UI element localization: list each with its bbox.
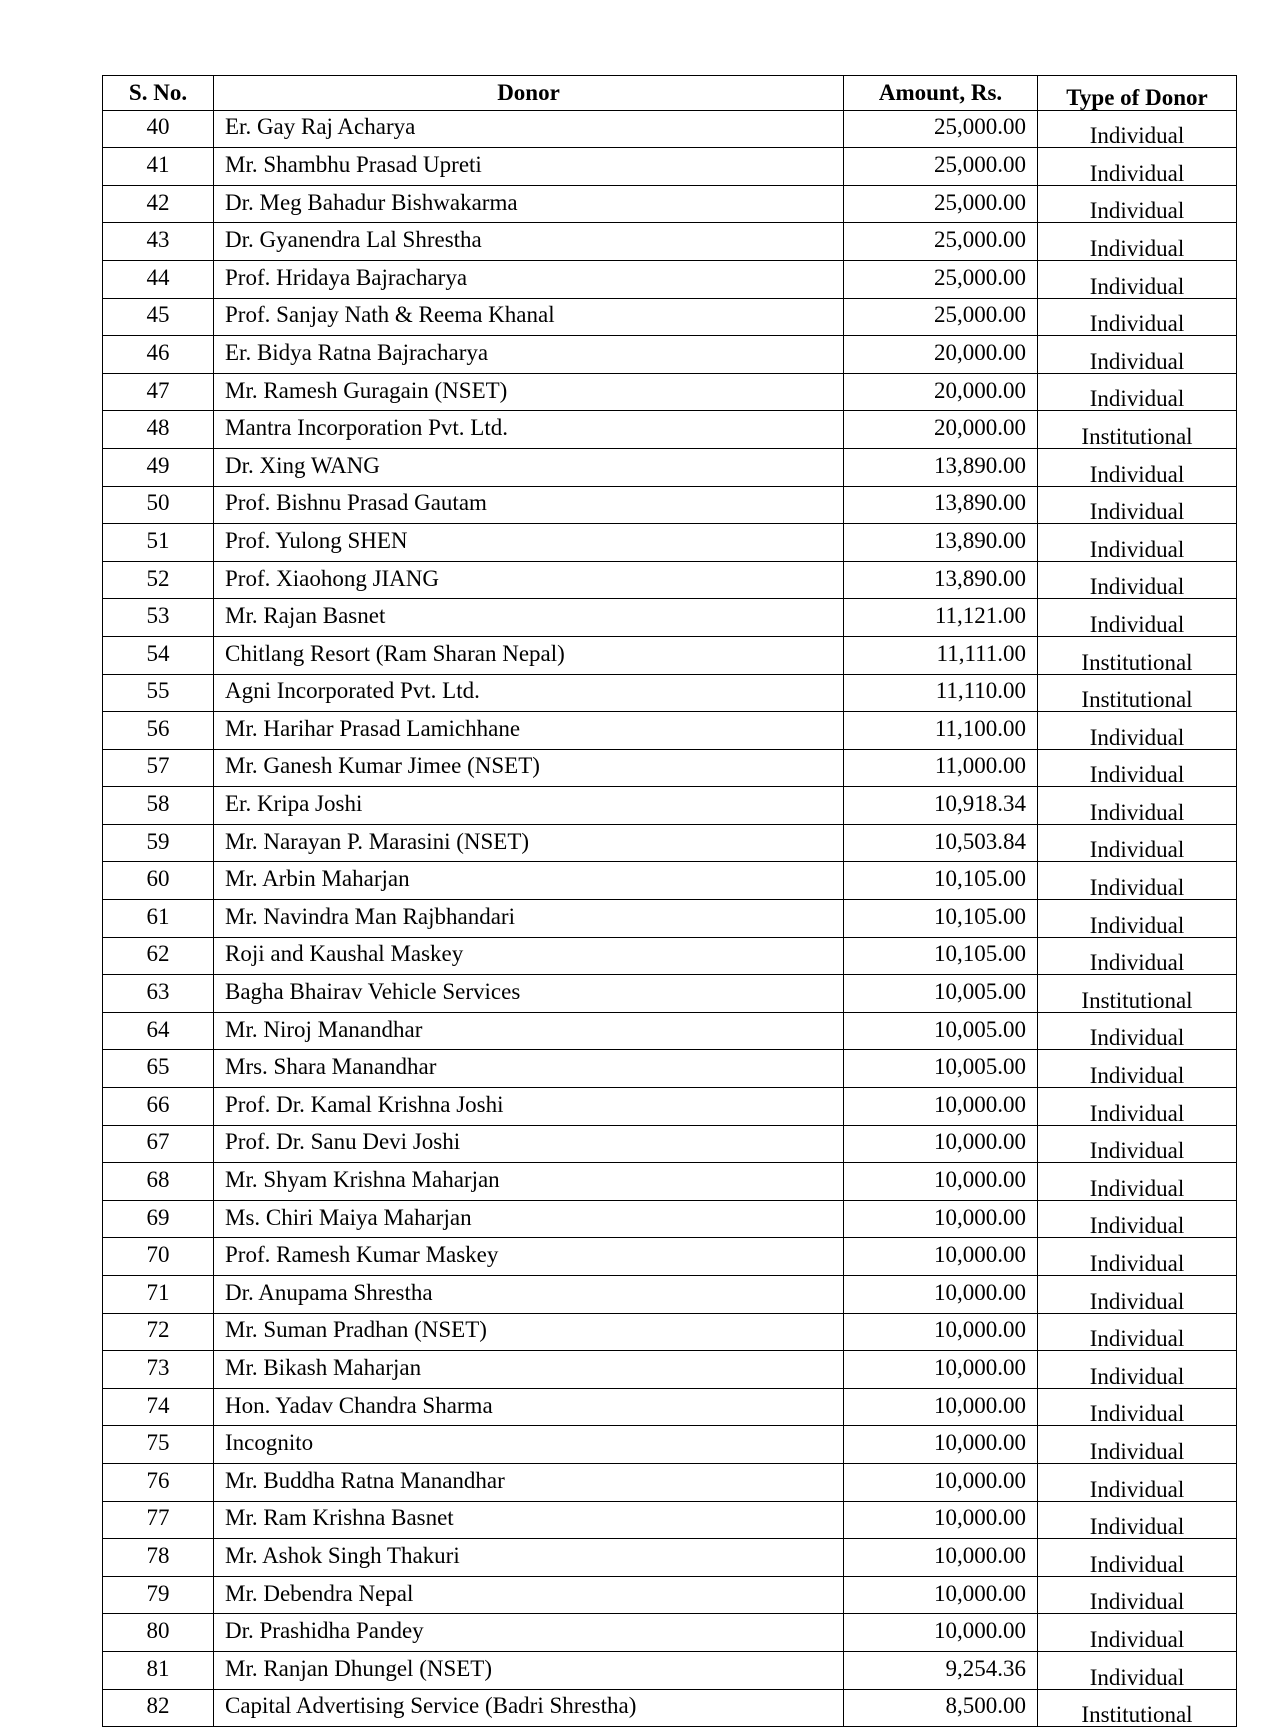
- cell-donor-type: Individual: [1038, 185, 1237, 223]
- table-row: [103, 411, 1237, 449]
- table-row: [103, 1313, 1237, 1351]
- cell-sno: 60: [103, 862, 214, 900]
- cell-donor: Mr. Narayan P. Marasini (NSET): [214, 824, 844, 862]
- table-row: [103, 1200, 1237, 1238]
- cell-donor: Mr. Ramesh Guragain (NSET): [214, 373, 844, 411]
- cell-donor-type: Individual: [1038, 1351, 1237, 1389]
- cell-sno: 58: [103, 787, 214, 825]
- cell-sno: 54: [103, 636, 214, 674]
- cell-amount: 13,890.00: [844, 561, 1038, 599]
- cell-donor-type: Individual: [1038, 1276, 1237, 1314]
- cell-amount: 11,100.00: [844, 712, 1038, 750]
- cell-donor-type: Individual: [1038, 1614, 1237, 1652]
- cell-amount: 8,500.00: [844, 1689, 1038, 1727]
- cell-donor: Chitlang Resort (Ram Sharan Nepal): [214, 636, 844, 674]
- table-row: [103, 298, 1237, 336]
- table-row: [103, 148, 1237, 186]
- cell-amount: 10,000.00: [844, 1426, 1038, 1464]
- header-donor: Donor: [214, 76, 844, 111]
- cell-donor-type: Individual: [1038, 561, 1237, 599]
- cell-amount: 25,000.00: [844, 148, 1038, 186]
- cell-sno: 63: [103, 975, 214, 1013]
- cell-amount: 25,000.00: [844, 260, 1038, 298]
- table-row: [103, 1388, 1237, 1426]
- cell-sno: 56: [103, 712, 214, 750]
- cell-sno: 73: [103, 1351, 214, 1389]
- cell-amount: 10,105.00: [844, 900, 1038, 938]
- cell-donor-type: Individual: [1038, 824, 1237, 862]
- cell-amount: 11,110.00: [844, 674, 1038, 712]
- cell-donor: Incognito: [214, 1426, 844, 1464]
- cell-donor-type: Institutional: [1038, 636, 1237, 674]
- cell-donor: Prof. Yulong SHEN: [214, 524, 844, 562]
- cell-donor-type: Individual: [1038, 1539, 1237, 1577]
- cell-amount: 10,000.00: [844, 1313, 1038, 1351]
- cell-donor: Dr. Prashidha Pandey: [214, 1614, 844, 1652]
- table-row: [103, 1539, 1237, 1577]
- cell-amount: 10,000.00: [844, 1163, 1038, 1201]
- cell-amount: 10,000.00: [844, 1125, 1038, 1163]
- table-header: [103, 76, 1237, 111]
- cell-sno: 78: [103, 1539, 214, 1577]
- cell-donor-type: Individual: [1038, 486, 1237, 524]
- table-row: [103, 448, 1237, 486]
- cell-donor: Er. Bidya Ratna Bajracharya: [214, 336, 844, 374]
- table-row: [103, 975, 1237, 1013]
- table-row: [103, 749, 1237, 787]
- cell-donor-type: Individual: [1038, 1050, 1237, 1088]
- cell-donor-type: Individual: [1038, 787, 1237, 825]
- table-row: [103, 110, 1237, 148]
- cell-sno: 57: [103, 749, 214, 787]
- cell-donor-type: Individual: [1038, 1200, 1237, 1238]
- cell-sno: 40: [103, 110, 214, 148]
- cell-donor: Mr. Suman Pradhan (NSET): [214, 1313, 844, 1351]
- table-row: [103, 373, 1237, 411]
- cell-donor: Er. Kripa Joshi: [214, 787, 844, 825]
- cell-donor-type: Individual: [1038, 448, 1237, 486]
- cell-donor-type: Individual: [1038, 862, 1237, 900]
- table-row: [103, 599, 1237, 637]
- cell-sno: 77: [103, 1501, 214, 1539]
- cell-sno: 64: [103, 1012, 214, 1050]
- cell-donor-type: Individual: [1038, 110, 1237, 148]
- cell-donor-type: Individual: [1038, 336, 1237, 374]
- cell-amount: 25,000.00: [844, 223, 1038, 261]
- cell-sno: 51: [103, 524, 214, 562]
- cell-donor-type: Individual: [1038, 1012, 1237, 1050]
- cell-amount: 10,000.00: [844, 1388, 1038, 1426]
- cell-sno: 72: [103, 1313, 214, 1351]
- cell-donor-type: Individual: [1038, 1088, 1237, 1126]
- table-row: [103, 1125, 1237, 1163]
- cell-amount: 10,000.00: [844, 1501, 1038, 1539]
- cell-donor: Mr. Ranjan Dhungel (NSET): [214, 1651, 844, 1689]
- cell-donor: Bagha Bhairav Vehicle Services: [214, 975, 844, 1013]
- table-row: [103, 1576, 1237, 1614]
- cell-donor-type: Individual: [1038, 1426, 1237, 1464]
- cell-sno: 48: [103, 411, 214, 449]
- cell-sno: 74: [103, 1388, 214, 1426]
- cell-donor: Prof. Dr. Kamal Krishna Joshi: [214, 1088, 844, 1126]
- cell-donor: Mr. Ram Krishna Basnet: [214, 1501, 844, 1539]
- cell-donor: Mr. Navindra Man Rajbhandari: [214, 900, 844, 938]
- cell-amount: 10,000.00: [844, 1576, 1038, 1614]
- cell-donor-type: Individual: [1038, 749, 1237, 787]
- table-row: [103, 486, 1237, 524]
- cell-donor-type: Individual: [1038, 1463, 1237, 1501]
- table-row: [103, 1463, 1237, 1501]
- cell-donor-type: Individual: [1038, 1501, 1237, 1539]
- cell-amount: 10,105.00: [844, 937, 1038, 975]
- cell-amount: 20,000.00: [844, 336, 1038, 374]
- cell-amount: 10,005.00: [844, 975, 1038, 1013]
- cell-amount: 11,000.00: [844, 749, 1038, 787]
- cell-amount: 10,000.00: [844, 1088, 1038, 1126]
- cell-amount: 10,000.00: [844, 1276, 1038, 1314]
- cell-sno: 50: [103, 486, 214, 524]
- cell-donor-type: Individual: [1038, 712, 1237, 750]
- cell-sno: 79: [103, 1576, 214, 1614]
- table-row: [103, 1614, 1237, 1652]
- cell-donor-type: Individual: [1038, 1238, 1237, 1276]
- cell-donor-type: Individual: [1038, 937, 1237, 975]
- cell-donor-type: Individual: [1038, 1388, 1237, 1426]
- table-row: [103, 185, 1237, 223]
- table-row: [103, 1238, 1237, 1276]
- cell-sno: 66: [103, 1088, 214, 1126]
- cell-donor-type: Individual: [1038, 1125, 1237, 1163]
- cell-donor: Mr. Arbin Maharjan: [214, 862, 844, 900]
- header-amount: Amount, Rs.: [844, 76, 1038, 111]
- cell-donor: Roji and Kaushal Maskey: [214, 937, 844, 975]
- cell-donor: Mr. Ashok Singh Thakuri: [214, 1539, 844, 1577]
- header-sno: S. No.: [103, 76, 214, 111]
- cell-sno: 68: [103, 1163, 214, 1201]
- cell-donor-type: Individual: [1038, 599, 1237, 637]
- cell-sno: 70: [103, 1238, 214, 1276]
- cell-amount: 11,121.00: [844, 599, 1038, 637]
- cell-donor: Prof. Xiaohong JIANG: [214, 561, 844, 599]
- cell-sno: 53: [103, 599, 214, 637]
- cell-donor: Mr. Debendra Nepal: [214, 1576, 844, 1614]
- table-row: [103, 1426, 1237, 1464]
- cell-amount: 10,000.00: [844, 1539, 1038, 1577]
- table-row: [103, 1689, 1237, 1727]
- cell-donor-type: Institutional: [1038, 411, 1237, 449]
- cell-amount: 9,254.36: [844, 1651, 1038, 1689]
- cell-amount: 13,890.00: [844, 524, 1038, 562]
- table-row: [103, 561, 1237, 599]
- cell-donor-type: Institutional: [1038, 975, 1237, 1013]
- cell-sno: 69: [103, 1200, 214, 1238]
- cell-donor: Prof. Dr. Sanu Devi Joshi: [214, 1125, 844, 1163]
- cell-sno: 71: [103, 1276, 214, 1314]
- cell-sno: 42: [103, 185, 214, 223]
- cell-amount: 10,918.34: [844, 787, 1038, 825]
- cell-sno: 45: [103, 298, 214, 336]
- cell-donor-type: Individual: [1038, 1163, 1237, 1201]
- cell-sno: 75: [103, 1426, 214, 1464]
- cell-amount: 10,000.00: [844, 1463, 1038, 1501]
- cell-amount: 10,000.00: [844, 1614, 1038, 1652]
- table-row: [103, 787, 1237, 825]
- cell-sno: 46: [103, 336, 214, 374]
- table-row: [103, 636, 1237, 674]
- cell-donor: Mr. Rajan Basnet: [214, 599, 844, 637]
- cell-donor-type: Institutional: [1038, 1689, 1237, 1727]
- cell-donor: Mr. Shambhu Prasad Upreti: [214, 148, 844, 186]
- cell-amount: 10,503.84: [844, 824, 1038, 862]
- table-body: [103, 110, 1237, 1727]
- cell-sno: 76: [103, 1463, 214, 1501]
- cell-donor: Mr. Buddha Ratna Manandhar: [214, 1463, 844, 1501]
- donor-table: [102, 75, 1237, 1727]
- cell-sno: 61: [103, 900, 214, 938]
- cell-sno: 49: [103, 448, 214, 486]
- cell-donor: Capital Advertising Service (Badri Shrestha): [214, 1689, 844, 1727]
- cell-sno: 80: [103, 1614, 214, 1652]
- table-row: [103, 937, 1237, 975]
- cell-donor: Mrs. Shara Manandhar: [214, 1050, 844, 1088]
- cell-amount: 20,000.00: [844, 373, 1038, 411]
- table-row: [103, 1276, 1237, 1314]
- table-row: [103, 1050, 1237, 1088]
- cell-amount: 10,000.00: [844, 1200, 1038, 1238]
- cell-donor: Prof. Bishnu Prasad Gautam: [214, 486, 844, 524]
- cell-donor: Mr. Shyam Krishna Maharjan: [214, 1163, 844, 1201]
- cell-donor: Mr. Harihar Prasad Lamichhane: [214, 712, 844, 750]
- table-row: [103, 862, 1237, 900]
- cell-donor: Mr. Bikash Maharjan: [214, 1351, 844, 1389]
- table-row: [103, 1651, 1237, 1689]
- cell-donor: Prof. Ramesh Kumar Maskey: [214, 1238, 844, 1276]
- cell-sno: 52: [103, 561, 214, 599]
- cell-sno: 65: [103, 1050, 214, 1088]
- cell-donor-type: Individual: [1038, 373, 1237, 411]
- table-row: [103, 1501, 1237, 1539]
- cell-amount: 10,105.00: [844, 862, 1038, 900]
- cell-amount: 25,000.00: [844, 110, 1038, 148]
- cell-donor-type: Individual: [1038, 1576, 1237, 1614]
- cell-amount: 10,000.00: [844, 1238, 1038, 1276]
- cell-donor-type: Individual: [1038, 223, 1237, 261]
- cell-amount: 25,000.00: [844, 298, 1038, 336]
- cell-amount: 10,000.00: [844, 1351, 1038, 1389]
- cell-donor: Prof. Sanjay Nath & Reema Khanal: [214, 298, 844, 336]
- table-row: [103, 1012, 1237, 1050]
- cell-donor: Dr. Anupama Shrestha: [214, 1276, 844, 1314]
- cell-donor: Hon. Yadav Chandra Sharma: [214, 1388, 844, 1426]
- cell-amount: 25,000.00: [844, 185, 1038, 223]
- table-row: [103, 524, 1237, 562]
- cell-donor-type: Institutional: [1038, 674, 1237, 712]
- cell-donor-type: Individual: [1038, 524, 1237, 562]
- table-row: [103, 260, 1237, 298]
- cell-donor: Dr. Xing WANG: [214, 448, 844, 486]
- cell-donor-type: Individual: [1038, 298, 1237, 336]
- cell-amount: 10,005.00: [844, 1012, 1038, 1050]
- cell-sno: 82: [103, 1689, 214, 1727]
- cell-donor-type: Individual: [1038, 900, 1237, 938]
- cell-amount: 13,890.00: [844, 486, 1038, 524]
- table-row: [103, 824, 1237, 862]
- cell-donor: Dr. Gyanendra Lal Shrestha: [214, 223, 844, 261]
- cell-sno: 41: [103, 148, 214, 186]
- cell-sno: 59: [103, 824, 214, 862]
- cell-sno: 55: [103, 674, 214, 712]
- table-row: [103, 223, 1237, 261]
- cell-sno: 67: [103, 1125, 214, 1163]
- header-row: [103, 76, 1237, 111]
- table-row: [103, 900, 1237, 938]
- cell-donor: Ms. Chiri Maiya Maharjan: [214, 1200, 844, 1238]
- cell-donor-type: Individual: [1038, 260, 1237, 298]
- cell-sno: 43: [103, 223, 214, 261]
- cell-donor: Dr. Meg Bahadur Bishwakarma: [214, 185, 844, 223]
- cell-donor: Prof. Hridaya Bajracharya: [214, 260, 844, 298]
- cell-donor: Er. Gay Raj Acharya: [214, 110, 844, 148]
- cell-amount: 13,890.00: [844, 448, 1038, 486]
- table-row: [103, 674, 1237, 712]
- cell-sno: 81: [103, 1651, 214, 1689]
- table-row: [103, 1351, 1237, 1389]
- cell-donor: Mr. Niroj Manandhar: [214, 1012, 844, 1050]
- table-row: [103, 1088, 1237, 1126]
- cell-donor: Agni Incorporated Pvt. Ltd.: [214, 674, 844, 712]
- cell-donor-type: Individual: [1038, 1651, 1237, 1689]
- table-row: [103, 336, 1237, 374]
- table-row: [103, 712, 1237, 750]
- cell-sno: 62: [103, 937, 214, 975]
- cell-donor: Mantra Incorporation Pvt. Ltd.: [214, 411, 844, 449]
- header-type: Type of Donor: [1038, 76, 1237, 111]
- cell-sno: 44: [103, 260, 214, 298]
- cell-donor-type: Individual: [1038, 1313, 1237, 1351]
- cell-donor-type: Individual: [1038, 148, 1237, 186]
- cell-amount: 20,000.00: [844, 411, 1038, 449]
- cell-donor: Mr. Ganesh Kumar Jimee (NSET): [214, 749, 844, 787]
- cell-sno: 47: [103, 373, 214, 411]
- table-row: [103, 1163, 1237, 1201]
- cell-amount: 10,005.00: [844, 1050, 1038, 1088]
- cell-amount: 11,111.00: [844, 636, 1038, 674]
